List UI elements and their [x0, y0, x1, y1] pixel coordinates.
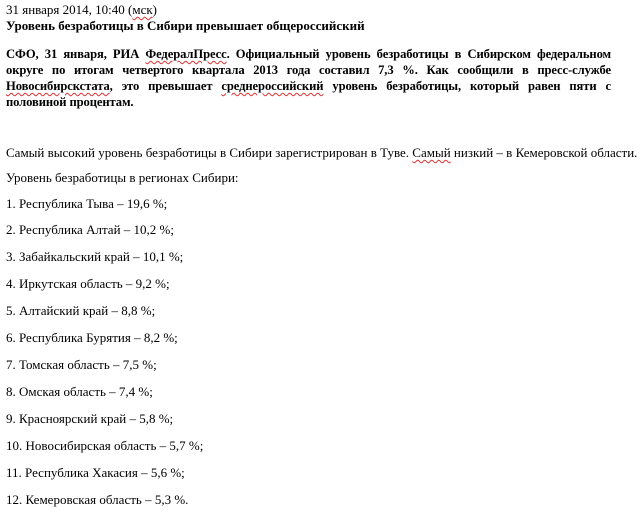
region-item: 1. Республика Тыва – 19,6 %; — [6, 196, 168, 211]
source-name: Новосибирскстата — [6, 79, 110, 93]
spacer — [6, 186, 611, 196]
document — [6, 2, 637, 508]
region-item: 5. Алтайский край – 8,8 %; — [6, 303, 156, 318]
lead-paragraph — [6, 46, 611, 110]
region-item: 6. Республика Бурятия – 8,2 %; — [6, 330, 178, 345]
headline: Уровень безработицы в Сибири превышает общероссийский — [6, 18, 365, 33]
summary-text-2: низкий – в Кемеровской области. — [450, 145, 637, 160]
summary-paragraph — [6, 145, 637, 161]
date-time: 31 января 2014, 10:40 ( — [6, 2, 133, 17]
regions-list — [6, 196, 611, 508]
region-item: 9. Красноярский край – 5,8 %; — [6, 411, 174, 426]
agency-name: ФедералПресс — [145, 47, 227, 61]
spacer — [6, 110, 611, 145]
region-item: 3. Забайкальский край – 10,1 %; — [6, 249, 184, 264]
spacer — [6, 161, 611, 170]
summary-text-1: Самый высокий уровень безработицы в Сибири зарегистрирован в Туве. — [6, 145, 413, 160]
lead-text-2: . Официальный уровень безработицы в Сибирском федеральном округе по итогам четвертого квартала 2013 года составил 7,3 %. Как сообщили в пресс-службе — [6, 47, 611, 77]
list-intro: Уровень безработицы в регионах Сибири: — [6, 170, 239, 185]
lead-text-3: , это превышает — [109, 79, 222, 93]
region-item: 10. Новосибирская область – 5,7 %; — [6, 438, 204, 453]
lowest-word: Самый — [412, 145, 451, 160]
region-item: 11. Республика Хакасия – 5,6 %; — [6, 465, 185, 480]
region-item: 8. Омская область – 7,4 %; — [6, 384, 153, 399]
region-item: 12. Кемеровская область – 5,3 %. — [6, 492, 189, 507]
lead-text-1: СФО, 31 января, РИА — [6, 47, 146, 61]
lead-text-4: уровень безработицы, который равен пяти с половиной процентам. — [6, 79, 611, 109]
average-word: среднероссийский — [221, 79, 324, 93]
region-item: 2. Республика Алтай – 10,2 %; — [6, 222, 174, 237]
dateline-close: ) — [152, 2, 157, 17]
timezone: мск — [132, 2, 153, 17]
dateline — [6, 2, 611, 18]
region-item: 4. Иркутская область – 9,2 %; — [6, 276, 170, 291]
region-item: 7. Томская область – 7,5 %; — [6, 357, 157, 372]
